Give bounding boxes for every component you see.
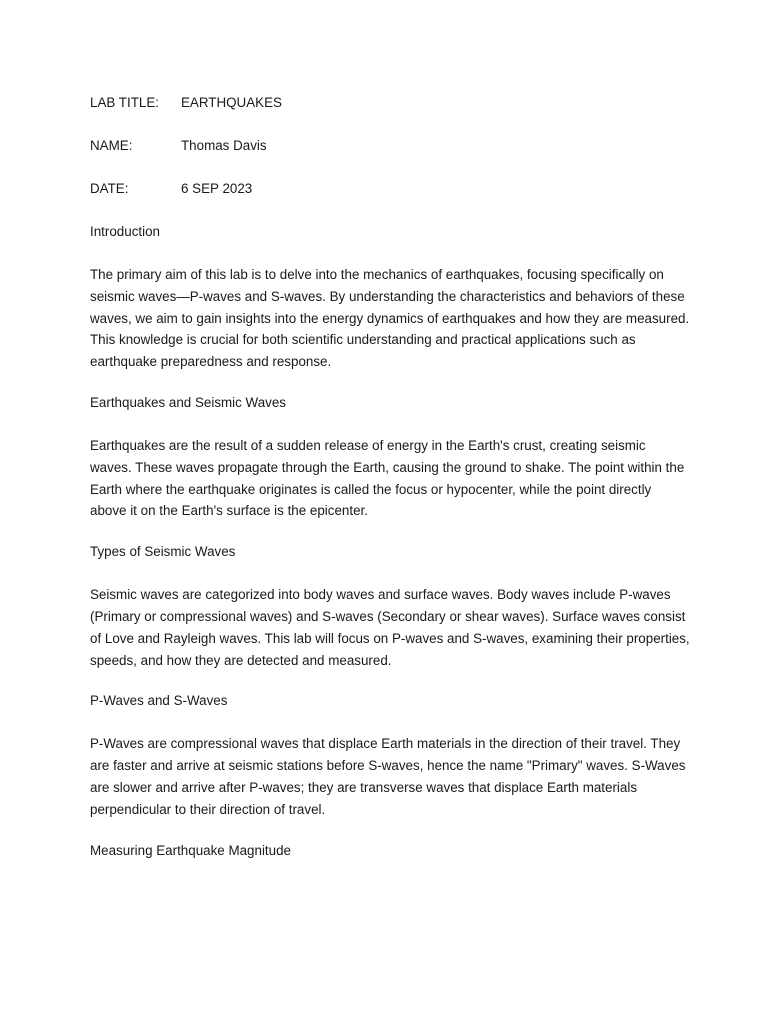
date-value: 6 SEP 2023 — [181, 181, 253, 196]
lab-title-label: LAB TITLE: — [90, 95, 159, 110]
date-label: DATE: — [90, 181, 129, 196]
introduction-paragraph: The primary aim of this lab is to delve into the mechanics of earthquakes, focusing specifically on seismic waves—P-waves and S-waves. By understanding the characteristics and behaviors of these waves, we aim to gain insights into the energy dynamics of earthquakes and how they are measured. This knowledge is crucial for both scientific understanding and practical applications such as earthquake preparedness and response. — [90, 267, 690, 370]
introduction-heading: Introduction — [90, 224, 160, 239]
types-of-seismic-waves-heading: Types of Seismic Waves — [90, 544, 236, 560]
lab-title-value: EARTHQUAKES — [181, 95, 282, 110]
name-label: NAME: — [90, 138, 133, 153]
earthquakes-seismic-waves-paragraph: Earthquakes are the result of a sudden release of energy in the Earth's crust, creating seismic waves. These waves propagate through the Earth, causing the ground to shake. The point within the Earth where the earthquake originates is called the focus or hypocenter, while the point directly above it on the Earth's surface is the epicenter. — [90, 437, 685, 519]
measuring-magnitude-heading: Measuring Earthquake Magnitude — [90, 842, 291, 858]
p-waves-s-waves-paragraph: P-Waves are compressional waves that displace Earth materials in the direction of their travel. They are faster and arrive at seismic stations before S-waves, hence the name "Primary" waves. S-Waves are slower and arrive after P-waves; they are transverse waves that displace Earth materials perpendicular to their direction of travel. — [90, 736, 686, 817]
name-value: Thomas Davis — [181, 138, 267, 153]
earthquakes-seismic-waves-heading: Earthquakes and Seismic Waves — [90, 394, 286, 410]
lab-title-row — [90, 94, 690, 112]
types-of-seismic-waves-paragraph: Seismic waves are categorized into body waves and surface waves. Body waves include P-waves (Primary or compressional waves) and S-waves (Secondary or shear waves). Surface waves consist of Love and Rayleigh waves. This lab will focus on P-waves and S-waves, examining their properties, speeds, and how they are detected and measured. — [90, 587, 690, 668]
p-waves-s-waves-heading: P-Waves and S-Waves — [90, 693, 228, 709]
document-page — [90, 94, 690, 885]
name-row — [90, 137, 690, 155]
date-row — [90, 180, 690, 198]
